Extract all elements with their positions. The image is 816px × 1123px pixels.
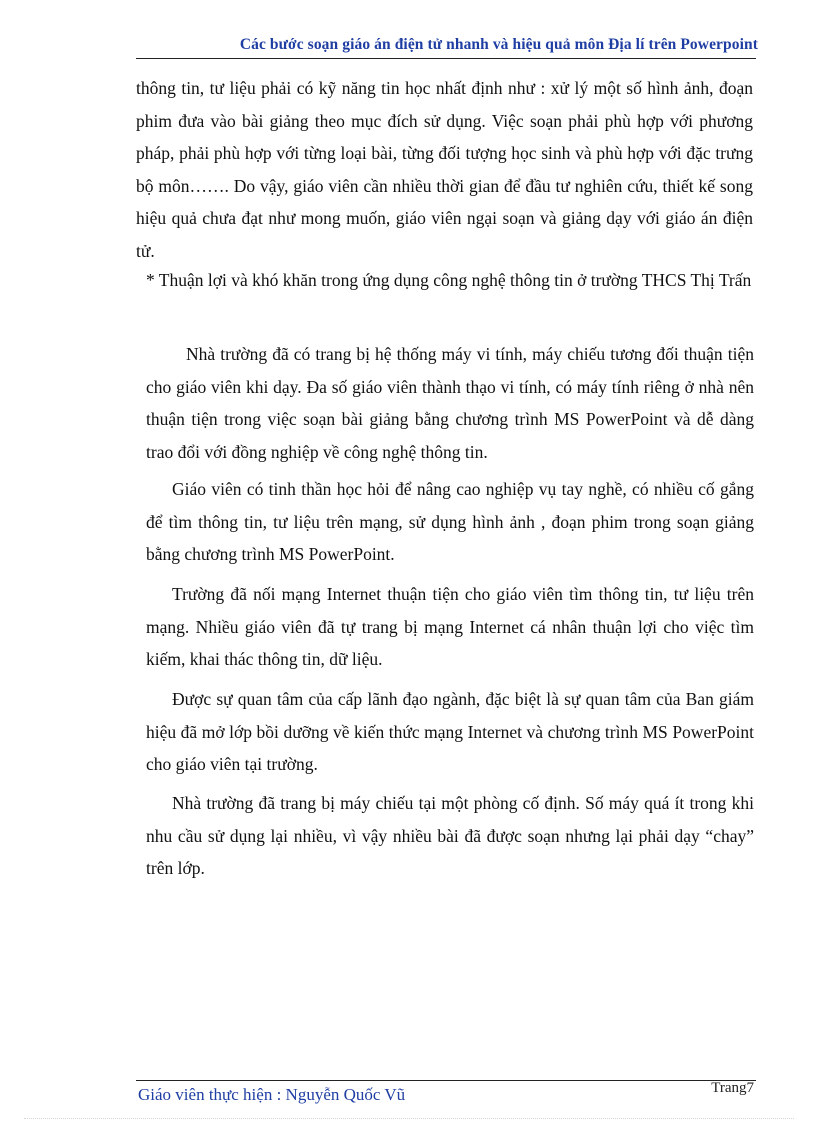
paragraph-projectors: Nhà trường đã trang bị máy chiếu tại một phòng cố định. Số máy quá ít trong khi nhu cầu sử dụng lại nhiều, vì vậy nhiều bài đã được soạn nhưng lại phải dạy “chay” trên lớp. xyxy=(146,793,754,878)
paragraph-equipment: Nhà trường đã có trang bị hệ thống máy vi tính, máy chiếu tương đối thuận tiện cho giáo viên khi dạy. Đa số giáo viên thành thạo vi tính, có máy tính riêng ở nhà nên thuận tiện trong việc soạn bài giảng bằng chương trình MS PowerPoint và dễ dàng trao đổi với đồng nghiệp về công nghệ thông tin. xyxy=(146,344,754,462)
page-number: Trang7 xyxy=(711,1080,754,1096)
paragraph-teachers: Giáo viên có tinh thần học hỏi để nâng cao nghiệp vụ tay nghề, có nhiều cố gắng để tìm thông tin, tư liệu trên mạng, sử dụng hình ảnh , đoạn phim trong soạn giảng bằng chương trình MS PowerPoint. xyxy=(146,479,754,564)
section-heading: * Thuận lợi và khó khăn trong ứng dụng công nghệ thông tin ở trường THCS Thị Trấn xyxy=(146,270,752,290)
paragraph-management: Được sự quan tâm của cấp lãnh đạo ngành, đặc biệt là sự quan tâm của Ban giám hiệu đã mở lớp bồi dưỡng về kiến thức mạng Internet và chương trình MS PowerPoint cho giáo viên tại trường. xyxy=(146,689,754,774)
footer-author: Giáo viên thực hiện : Nguyễn Quốc Vũ xyxy=(138,1085,406,1104)
page-header-title: Các bước soạn giáo án điện tử nhanh và hiệu quả môn Địa lí trên Powerpoint xyxy=(239,36,758,53)
paragraph-internet: Trường đã nối mạng Internet thuận tiện cho giáo viên tìm thông tin, tư liệu trên mạng. Nhiều giáo viên đã tự trang bị mạng Internet cá nhân thuận lợi cho việc tìm kiếm, khai thác thông tin, dữ liệu. xyxy=(146,584,754,669)
paragraph-continuation: thông tin, tư liệu phải có kỹ năng tin học nhất định như : xử lý một số hình ảnh, đoạn phim đưa vào bài giảng theo mục đích sử dụng. Việc soạn phải phù hợp với phương pháp, phải phù hợp với từng loại bài, từng đối tượng học sinh và phù hợp với đặc trưng bộ môn……. Do vậy, giáo viên cần nhiều thời gian để đầu tư nghiên cứu, thiết kế song hiệu quả chưa đạt như mong muốn, giáo viên ngại soạn và giảng dạy với giáo án điện tử. xyxy=(136,78,753,261)
header-divider xyxy=(136,58,756,59)
page-bottom-border xyxy=(24,1118,794,1119)
footer-divider xyxy=(136,1080,756,1081)
